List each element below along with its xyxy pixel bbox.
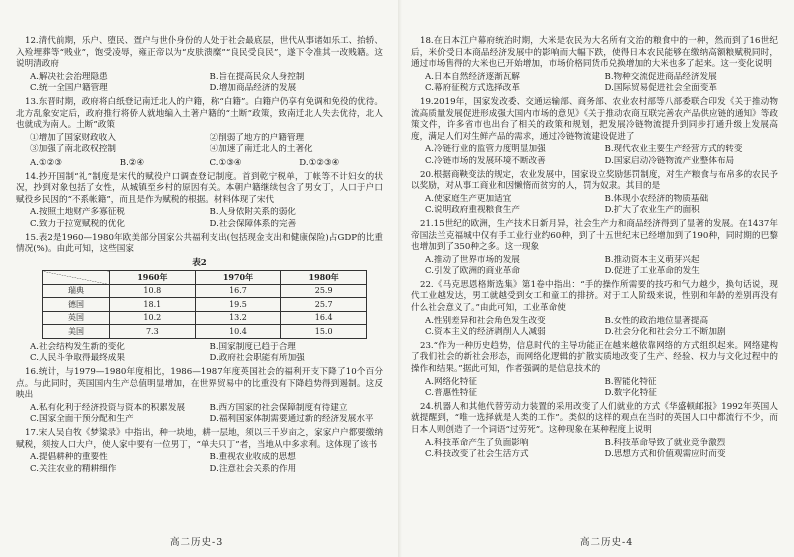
option: C.①③④ xyxy=(209,157,242,168)
page-footer-left: 高二历史-3 xyxy=(170,537,224,548)
table-row xyxy=(43,284,367,298)
option: D.国际贸易促进社会全面变革 xyxy=(604,83,717,94)
question-18-options xyxy=(425,72,778,95)
table-cell: 16.4 xyxy=(281,311,367,325)
option: D.促进了工业革命的发生 xyxy=(604,266,700,277)
option: C.关注农业的精耕细作 xyxy=(30,463,117,474)
statement-item: ③加强了南北政权控制 xyxy=(30,144,116,155)
option: B.②④ xyxy=(119,157,145,168)
question-12: 12.清代前期，乐户、堕民、疍户与世仆身份的人处于社会最底层，世代从事诸如乐工、抬轿、入殓埋葬等“贱业”，饱受凌辱，雍正帝以为“皮肤溃糜”“良民受良民”，遂下令准其一改贱籍。这说明清政府 xyxy=(16,36,383,70)
table-header: 1960年 xyxy=(110,271,196,285)
option: B.智能化特征 xyxy=(604,376,657,387)
page-fold-shadow xyxy=(398,0,402,557)
option: D.思想方式和价值观需应时而变 xyxy=(604,449,726,460)
table-cell: 25.7 xyxy=(281,298,367,312)
table-cell-country: 美国 xyxy=(43,325,110,339)
question-17-options xyxy=(30,452,383,475)
option: C.科技改变了社会生活方式 xyxy=(425,449,529,460)
table-row xyxy=(43,311,367,325)
question-15-options xyxy=(30,342,383,365)
option: D.注意社会关系的作用 xyxy=(209,463,297,474)
option: D.福利国家体制需要通过新的经济发展水平 xyxy=(209,414,374,425)
table-cell: 7.3 xyxy=(110,325,196,339)
option: D.社会保障体系的完善 xyxy=(209,218,297,229)
question-18: 18.在日本江户幕府统治时期，大米是农民为大名所有文治的粮食中的一种，然而到了16世纪后，米价受日本商品经济发展中的影响而大幅下跌，使得日本农民能够在缴纳高额粮赋税同时，通过市场售得的大米也已开始增加，市场价格同货币兑换增加的大米也多了起来。这一变化说明 xyxy=(411,36,778,70)
question-24-options xyxy=(425,438,778,461)
option: A.社会结构发生新的变化 xyxy=(30,341,125,352)
table-header: 1970年 xyxy=(195,271,281,285)
option: D.扩大了农业生产的面积 xyxy=(604,205,700,216)
question-13-items xyxy=(30,133,383,156)
option: B.现代农业主要生产经营方式的转变 xyxy=(604,144,743,155)
option: C.人民斗争取得最终成果 xyxy=(30,353,125,364)
table-row xyxy=(43,298,367,312)
question-16: 16.统计，与1979—1980年度相比，1986—1987年度英国社会的福利开支下降了10个百分点。与此同时，英国国内生产总值明显增加，在世界贸易中的比重没有下降趋势得到遏制。这反映出 xyxy=(16,366,383,401)
option: B.国家制度已趋于合理 xyxy=(209,341,296,352)
left-column xyxy=(16,36,383,477)
table-cell: 18.1 xyxy=(110,298,196,312)
table-cell-country: 英国 xyxy=(43,311,110,325)
option: A.科技革命产生了负面影响 xyxy=(425,437,529,448)
option: B.女性的政治地位显著提高 xyxy=(604,315,709,326)
table-cell-country: 德国 xyxy=(43,298,110,312)
question-21-options xyxy=(425,255,778,278)
option: C.普惠性特征 xyxy=(425,388,477,399)
option: D.增加商品经济的发展 xyxy=(209,83,297,94)
option: D.数字化特征 xyxy=(604,388,657,399)
option: A.按照土地财产多寡征税 xyxy=(30,207,125,218)
question-23-options xyxy=(425,377,778,400)
table-cell: 15.0 xyxy=(281,325,367,339)
option: C.幕府征税方式选择改革 xyxy=(425,83,520,94)
statement-item: ②削弱了地方的户籍管理 xyxy=(209,132,305,143)
option: C.国家全面干预分配和生产 xyxy=(30,414,134,425)
option: C.统一全国户籍管理 xyxy=(30,83,108,94)
table-cell: 25.9 xyxy=(281,284,367,298)
page-footer-right: 高二历史-4 xyxy=(580,537,634,548)
table-corner-cell xyxy=(43,271,110,285)
table-cell: 10.8 xyxy=(110,284,196,298)
option: C.说明政府重视粮食生产 xyxy=(425,205,520,216)
option: B.人身依附关系的弱化 xyxy=(209,207,296,218)
option: B.重视农业收成的思想 xyxy=(209,452,296,463)
question-17: 17.宋人吴自牧《梦粱录》中指出，种一块地，耕一层地，须以三千岁亩之，家家户户都要缴纳赋税，须按人口大户，使人家中要有一位男丁，“单夫只丁”者，当地从中多求利。这体现了该书 xyxy=(16,427,383,450)
table-header-row xyxy=(43,271,367,285)
option: A.推动了世界市场的发展 xyxy=(425,254,520,265)
option: A.解决社会治理隐患 xyxy=(30,71,108,82)
question-20: 20.根据商鞅变法的规定，农业发展中，国家设立奖励惩罚制度，对生产粮食与布帛多的农民予以奖励，对从事工商业和因懒惰而贫穷的人，罚为奴隶。其目的是 xyxy=(411,169,778,192)
option: A.提倡耕种的重要性 xyxy=(30,452,108,463)
statement-item: ④加速了南迁北人的土著化 xyxy=(209,144,313,155)
question-15: 15.表2是1960—1980年欧美部分国家公共福利支出(包括现金支出和健康保险)占GDP的比重情况(%)。由此可知，这些国家 xyxy=(16,232,383,255)
option: C.冷链市场的发展环境不断改善 xyxy=(425,155,546,166)
option: C.引发了欧洲的商业革命 xyxy=(425,266,520,277)
option: D.国家启动冷链物流产业整体布局 xyxy=(604,155,735,166)
question-13-options xyxy=(30,158,383,170)
table-cell-country: 瑞典 xyxy=(43,284,110,298)
table-cell: 16.7 xyxy=(195,284,281,298)
question-19-options xyxy=(425,144,778,167)
option: C.致力于拉宽赋税的优化 xyxy=(30,218,125,229)
option: A.性别差异和社会角色发生改变 xyxy=(425,315,546,326)
table-cell: 10.2 xyxy=(110,311,196,325)
option: B.科技革命导致了就业竞争激烈 xyxy=(604,437,726,448)
option: B.体现小农经济的物质基础 xyxy=(604,193,709,204)
option: D.社会分化和社会分工不断加剧 xyxy=(604,327,726,338)
welfare-table xyxy=(42,270,367,339)
question-20-options xyxy=(425,194,778,217)
option: A.使家庭生产更加适宜 xyxy=(425,193,512,204)
option: A.冷链行业的监管力度明显加强 xyxy=(425,144,546,155)
question-19: 19.2019年，国家发改委、交通运输部、商务部、农业农村部等八部委联合印发《关于推动物流高质量发展促进形成强大国内市场的意见》《关于推动农商互联完善农产品供应链的通知》等政策文件，许多省市也出台了相关的政策和规划，把发展冷链物流提升到同步打通升级上发展高度，满足人们对生鲜产品的需求，通过冷链物流建设促进了 xyxy=(411,96,778,142)
statement-item: ①增加了国家财政收入 xyxy=(30,132,116,143)
option: D.政府社会职能有所加强 xyxy=(209,353,305,364)
table-cell: 19.5 xyxy=(195,298,281,312)
question-14-options xyxy=(30,207,383,230)
question-23: 23.“作为一种历史趋势，信息时代的主导功能正在越来越依靠网络的方式组织起来。网络建构了我们社会的新社会形态，而网络化逻辑的扩散实质地改变了生产、经验、权力与文化过程中的操作和结果。”据此可知，作者强调的是信息技术的 xyxy=(411,340,778,375)
question-24: 24.机器人和其他代替劳动力装置的采用改变了人们就业的方式《华盛顿邮报》1992年英国人就提醒到，“唯一选择就是人类的工作”。类似的这样的观点在当时的英国人口中都流行不少，而日本人则创造了一个词语“过劳死”。这种现象在某种程度上说明 xyxy=(411,401,778,435)
question-22: 22.《马克思恩格斯选集》第1卷中指出：“手的操作所需要的技巧和气力越少，换句话说，现代工业越发达，男工就越受到女工和童工的排挤。对于工人阶级来说，性别和年龄的差别再没有什么社会意义了。”由此可知，工业革命使 xyxy=(411,279,778,314)
table-cell: 10.4 xyxy=(195,325,281,339)
option: A.网络化特征 xyxy=(425,376,477,387)
table-row xyxy=(43,325,367,339)
option: B.旨在提高民众人身控制 xyxy=(209,71,305,82)
question-13: 13.东晋时期，政府将白纸登记南迁北人的户籍，称“白籍”。白籍户仍享有免调和免役的优待。北方乱象安定后，政府推行将侨人就地编入土著户籍的“土断”政策，致南迁北人失去优待，北人也就成为南人。土断”政策 xyxy=(16,96,383,131)
option: A.①②③ xyxy=(30,157,63,168)
option: B.物种交流促进商品经济发展 xyxy=(604,71,717,82)
question-12-options xyxy=(30,72,383,95)
option: A.日本自然经济逐渐瓦解 xyxy=(425,71,520,82)
question-21: 21.15世纪的欧洲，生产技术日新月异，社会生产力和商品经济得到了显著的发展。在1437年帝国法兰克福城中仅有手工业行业约60种，到了十五世纪末已经增加到了190种，同时期的巴黎也增加到了350种之多。这一现象 xyxy=(411,218,778,253)
question-16-options xyxy=(30,403,383,426)
option: D.①②③④ xyxy=(299,157,340,168)
option: B.推动资本主义萌芽兴起 xyxy=(604,254,700,265)
table-title: 表2 xyxy=(192,257,207,268)
question-22-options xyxy=(425,316,778,339)
table-header: 1980年 xyxy=(281,271,367,285)
option: B.西方国家的社会保障制度有待建立 xyxy=(209,402,348,413)
option: A.私有化利于经济投资与资本的积累发展 xyxy=(30,402,186,413)
right-column xyxy=(411,36,778,463)
option: C.资本主义的经济剥削人人减弱 xyxy=(425,327,546,338)
question-14: 14.抄开国制“礼”制度是宋代的赋役户口调查登记制度。首到乾宁税单，丁帐等不计妇女的状况，抄到对象包括了女性，从城镇至乡村的原因有关。本朝户籍继续包含了男女丁，人口于户口赋役乡民因的“不系帐籍”，而且是作为赋税的根据。材料体现了宋代 xyxy=(16,171,383,205)
table-cell: 13.2 xyxy=(195,311,281,325)
